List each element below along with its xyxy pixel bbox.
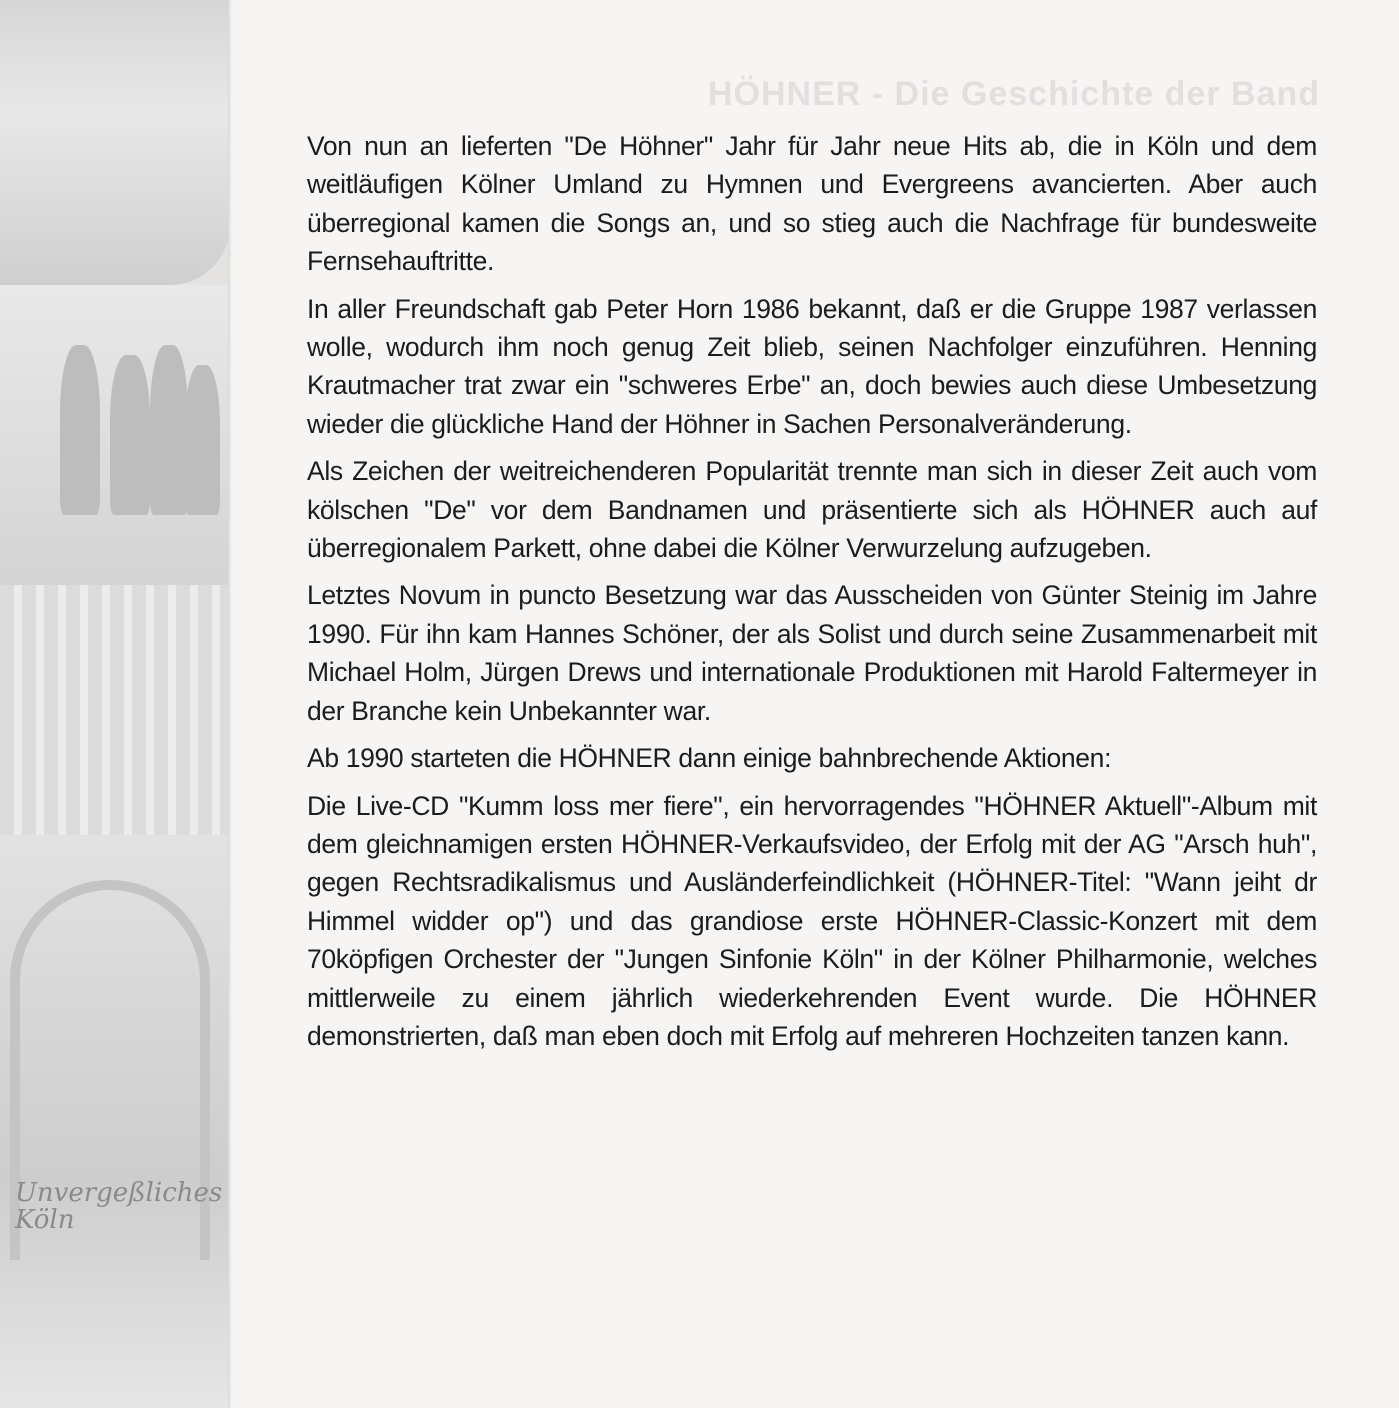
photo-street-buildings	[0, 585, 230, 835]
paragraph-hits: Von nun an lieferten "De Höhner" Jahr für Jahr neue Hits ab, die in Köln und dem weitläufigen Kölner Umland zu Hymnen und Evergreens avancierten. Aber auch überregional kamen die Songs an, und so stieg auch die Nachfrage für bundesweite Fernsehauftritte.	[307, 131, 1317, 277]
band-member-figure	[150, 345, 188, 515]
paragraph-peter-horn: In aller Freundschaft gab Peter Horn 1986 bekannt, daß er die Gruppe 1987 verlassen wolle, wodurch ihm noch genug Zeit blieb, seinen Nachfolger einzuführen. Henning Krautmacher trat zwar ein "schweres Erbe" an, doch bewies auch diese Umbesetzung wieder die glückliche Hand der Höhner in Sachen Personalveränderung.	[307, 293, 1317, 439]
photo-band-members	[0, 285, 230, 585]
paragraph-popularity: Als Zeichen der weitreichenderen Popularität trennte man sich in dieser Zeit auch vom kölschen "De" vor dem Bandnamen und präsentierte sich als HÖHNER auch auf überregionalem Parkett, ohne dabei die Kölner Verwurzelung aufzugeben.	[307, 456, 1317, 564]
main-text-column	[307, 127, 1317, 1064]
band-member-figure	[60, 345, 100, 515]
jukebox-sign-text: Unvergeßliches Köln	[15, 1178, 223, 1236]
paragraph-ab-1990: Ab 1990 starteten die HÖHNER dann einige bahnbrechende Aktionen:	[307, 743, 1112, 774]
paragraph-guenter-steinig: Letztes Novum in puncto Besetzung war das Ausscheiden von Günter Steinig im Jahre 1990. Für ihn kam Hannes Schöner, der als Solist und durch seine Zusammenarbeit mit Michael Holm, Jürgen Drews und internationale Produktionen mit Harold Faltermeyer in der Branche kein Unbekannter war.	[307, 580, 1317, 726]
band-member-figure	[185, 365, 220, 515]
strip-edge-divider	[228, 0, 232, 1408]
band-member-figure	[110, 355, 150, 515]
show-through-title: HÖHNER - Die Geschichte der Band	[707, 75, 1320, 113]
photo-collage-strip	[0, 0, 230, 1408]
photo-city-skyline	[0, 0, 230, 285]
paragraph-live-cd: Die Live-CD "Kumm loss mer fiere", ein hervorragendes "HÖHNER Aktuell"-Album mit dem gleichnamigen ersten HÖHNER-Verkaufsvideo, der Erfolg mit der AG "Arsch huh", gegen Rechtsradikalismus und Ausländerfeindlichkeit (HÖHNER-Titel: "Wann jeiht dr Himmel widder op") und das grandiose erste HÖHNER-Classic-Konzert mit dem 70köpfigen Orchester der "Jungen Sinfonie Köln" in der Kölner Philharmonie, welches mittlerweile zu einem jährlich wiederkehrenden Event wurde. Die HÖHNER demonstrierten, daß man eben doch mit Erfolg auf mehreren Hochzeiten tanzen kann.	[307, 790, 1317, 1051]
